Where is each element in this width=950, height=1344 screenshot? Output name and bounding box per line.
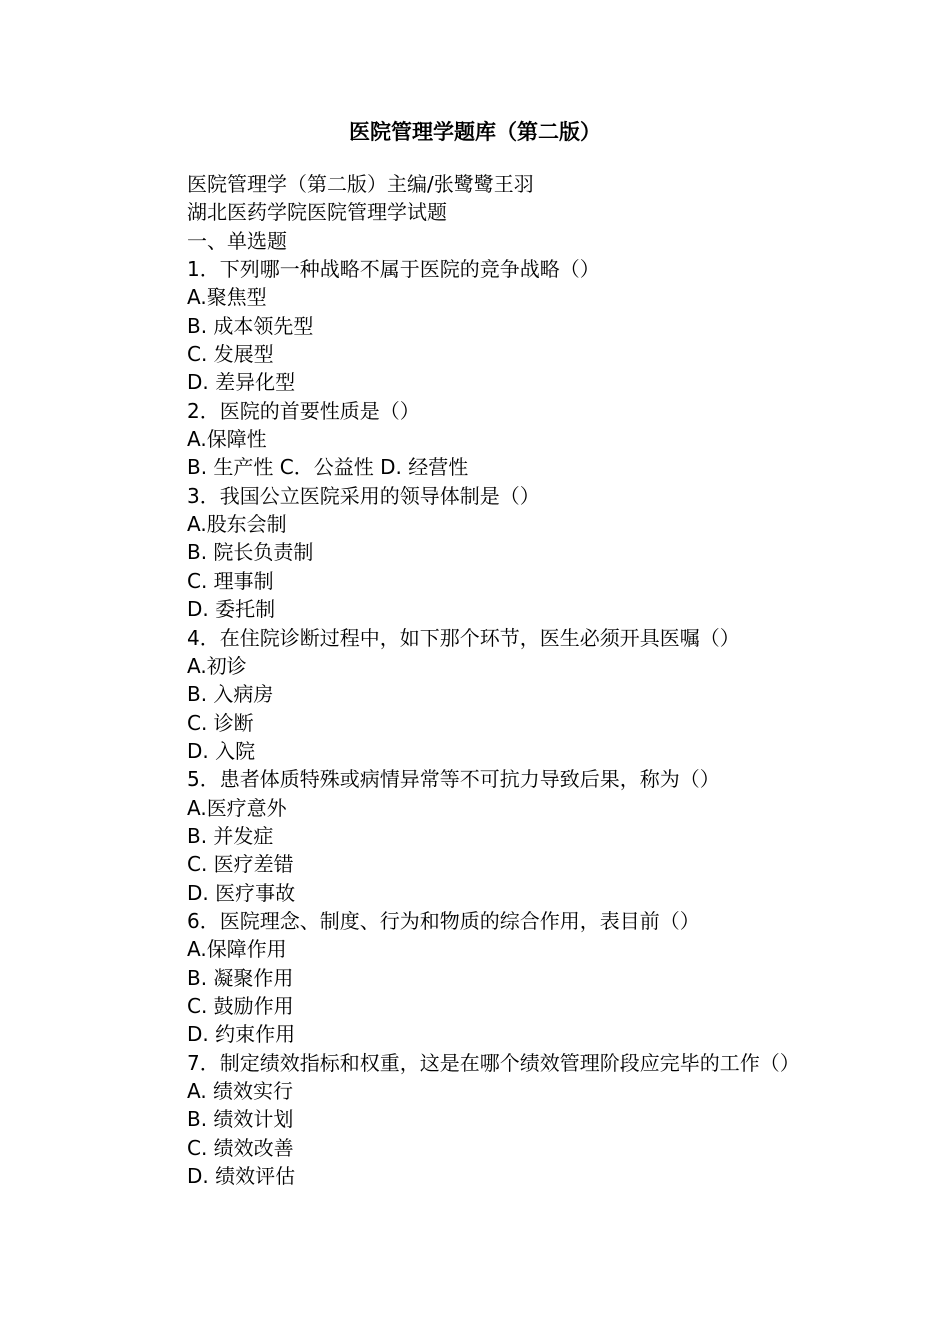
option-b: B. 院长负责制 <box>187 540 314 565</box>
document-title: 医院管理学题库（第二版） <box>349 120 601 144</box>
question-4 <box>156 624 816 766</box>
question-stem: 2．医院的首要性质是（） <box>187 398 420 423</box>
option-a: A.保障作用 <box>187 937 287 962</box>
option-a: A. 绩效实行 <box>187 1079 294 1103</box>
option-b: B. 并发症 <box>187 823 274 848</box>
question-7 <box>156 1049 816 1191</box>
option-a: A.保障性 <box>187 427 267 452</box>
question-stem: 6．医院理念、制度、行为和物质的综合作用，表目前（） <box>187 908 700 933</box>
option-c: C. 绩效改善 <box>187 1135 294 1160</box>
question-5 <box>156 765 816 907</box>
option-a: A.股东会制 <box>187 512 287 537</box>
option-a: A.初诊 <box>187 653 247 678</box>
question-stem: 3．我国公立医院采用的领导体制是（） <box>187 483 540 508</box>
question-stem: 1．下列哪一种战略不属于医院的竞争战略（） <box>187 257 600 282</box>
section-heading: 一、单选题 <box>187 228 287 253</box>
question-1 <box>156 255 816 397</box>
question-stem: 5．患者体质特殊或病情异常等不可抗力导致后果，称为（） <box>187 767 720 792</box>
question-stem: 7．制定绩效指标和权重，这是在哪个绩效管理阶段应完毕的工作（） <box>187 1050 800 1075</box>
document-body <box>156 170 816 1190</box>
option-c: C. 医疗差错 <box>187 852 294 877</box>
option-c: C. 理事制 <box>187 568 274 593</box>
question-stem: 4．在住院诊断过程中，如下那个环节，医生必须开具医嘱（） <box>187 625 740 650</box>
option-b: B. 成本领先型 <box>187 313 314 338</box>
option-d: D. 医疗事故 <box>187 880 296 905</box>
option-b: B. 绩效计划 <box>187 1107 294 1132</box>
option-a: A.医疗意外 <box>187 795 287 820</box>
option-d: D. 差异化型 <box>187 370 296 395</box>
question-2 <box>156 397 816 482</box>
option-d: D. 约束作用 <box>187 1022 296 1047</box>
question-3 <box>156 482 816 624</box>
option-a: A.聚焦型 <box>187 285 267 310</box>
question-6 <box>156 907 816 1049</box>
option-bcd: B. 生产性 C．公益性 D. 经营性 <box>187 455 469 480</box>
option-d: D. 入院 <box>187 738 256 763</box>
option-d: D. 委托制 <box>187 597 276 622</box>
book-info: 医院管理学（第二版）主编/张鹭鹭王羽 <box>187 172 534 196</box>
option-c: C. 诊断 <box>187 710 254 735</box>
option-c: C. 鼓励作用 <box>187 993 294 1018</box>
option-c: C. 发展型 <box>187 342 274 367</box>
option-b: B. 凝聚作用 <box>187 965 294 990</box>
option-d: D. 绩效评估 <box>187 1164 296 1189</box>
school-info: 湖北医药学院医院管理学试题 <box>187 200 447 225</box>
option-b: B. 入病房 <box>187 682 274 707</box>
